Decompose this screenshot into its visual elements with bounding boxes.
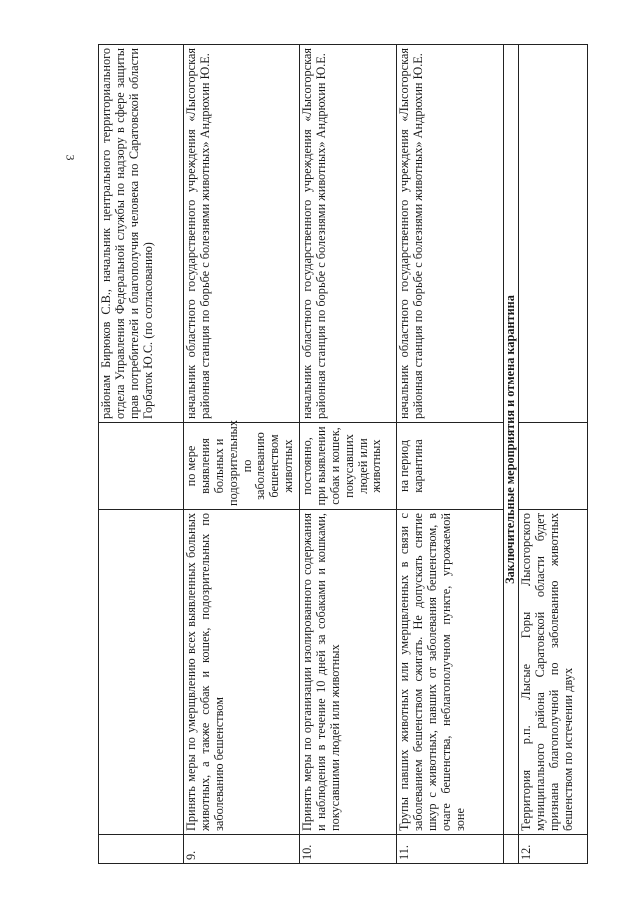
section-heading-spacer (504, 835, 519, 864)
term-cell (519, 423, 588, 510)
term-cell: на период карантина (397, 423, 504, 510)
table-row (519, 45, 588, 864)
rotated-table-container (98, 44, 574, 864)
table-row (99, 45, 184, 864)
page-number: 3 (63, 154, 78, 161)
measure-cell: Трупы павших животных или умерщвленных в связи с заболеванием бешенством сжигать. Не допускать снятие шкур с животных, павших от заболевания бешенством, в очаге бешенства, неблагополучном пункте, угрожаемой зоне (397, 510, 504, 835)
row-number: 12. (519, 835, 588, 864)
row-number: 11. (397, 835, 504, 864)
responsible-cell: начальник областного государственного учреждения «Лысогорская районная станция по борьбе с болезнями животных» Андрюхин Ю.Е. (184, 45, 300, 423)
measure-cell: Территория р.п. Лысые Горы Лысогорского муниципального района Саратовской области будет признана благополучной по заболеванию животных бешенством по истечении двух (519, 510, 588, 835)
measure-cell: Принять меры по организации изолированного содержания и наблюдения в течение 10 дней за собаками и кошками, покусавшими людей или животных (300, 510, 397, 835)
section-heading: Заключительные мероприятия и отмена карантина (504, 45, 519, 835)
responsible-cell (519, 45, 588, 423)
table-row (397, 45, 504, 864)
responsible-cell: начальник областного государственного учреждения «Лысогорская районная станция по борьбе с болезнями животных» Андрюхин Ю.Е. (300, 45, 397, 423)
measures-table (98, 44, 588, 864)
term-cell (99, 423, 184, 510)
table-row (300, 45, 397, 864)
term-cell: постоянно, при выявлении собак и кошек, покусавших людей или животных (300, 423, 397, 510)
section-heading-row (504, 45, 519, 864)
measure-cell: Принять меры по умерщвлению всех выявленных больных животных, а также собак и кошек, подозрительных по заболеванию бешенством (184, 510, 300, 835)
row-number (99, 835, 184, 864)
row-number: 10. (300, 835, 397, 864)
row-number: 9. (184, 835, 300, 864)
responsible-cell: районам Бирюков С.В., начальник центрального территориального отдела Управления Федеральной службы по надзору в сфере защиты прав потребителей и благополучия человека по Саратовской области Горбаток Ю.С. (по согласованию) (99, 45, 184, 423)
measure-cell (99, 510, 184, 835)
table-row (184, 45, 300, 864)
responsible-cell: начальник областного государственного учреждения «Лысогорская районная станция по борьбе с болезнями животных» Андрюхин Ю.Е. (397, 45, 504, 423)
term-cell: по мере выявления больных и подозрительных по заболеванию бешенством животных (184, 423, 300, 510)
